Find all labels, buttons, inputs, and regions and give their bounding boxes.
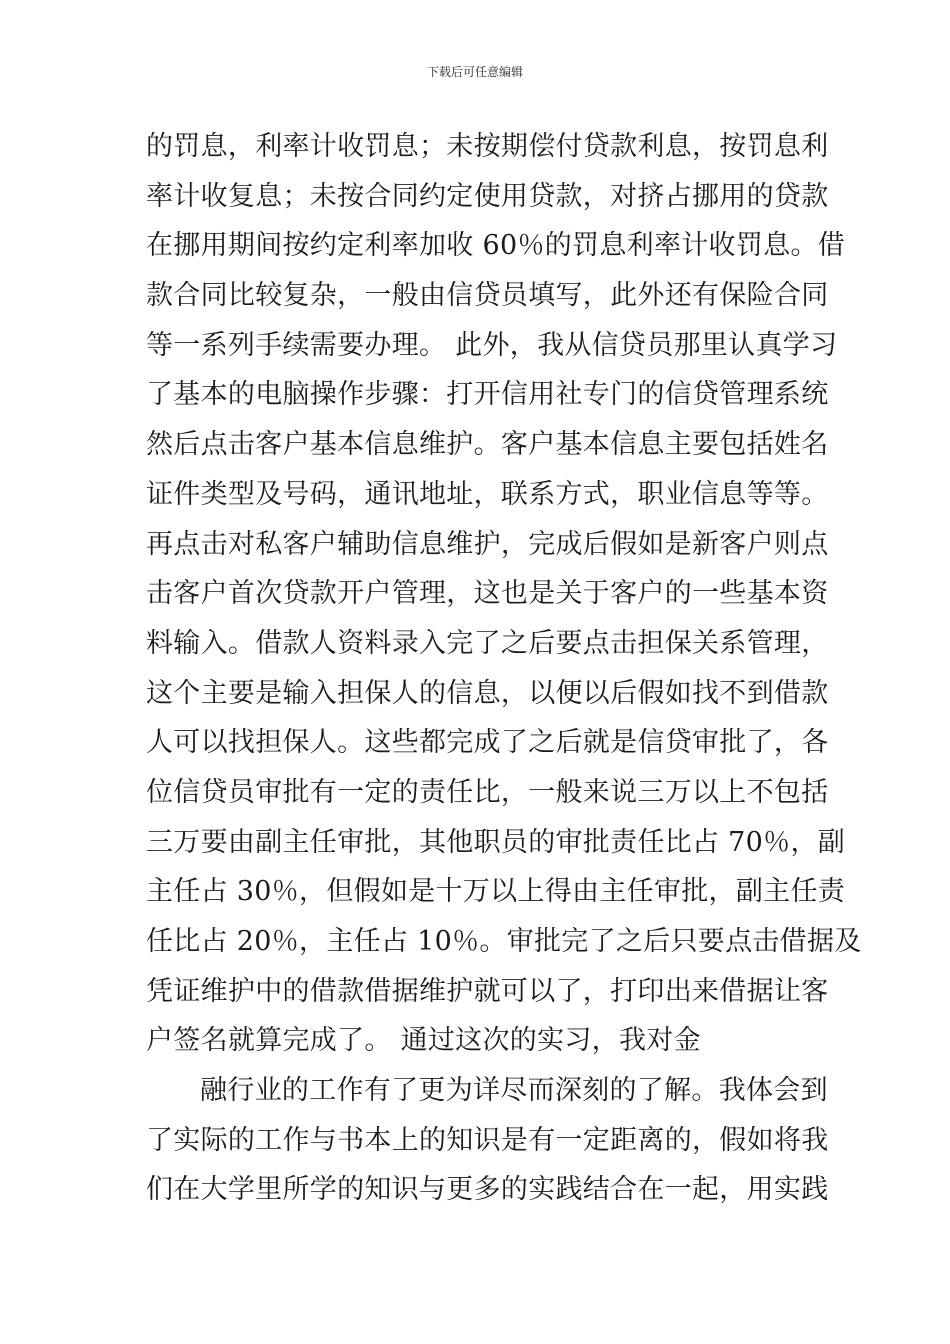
text-line: 等一系列手续需要办理。 此外，我从信贷员那里认真学习	[146, 329, 838, 361]
text-line: 户签名就算完成了。 通过这次的实习，我对金	[146, 1025, 701, 1057]
text-line: 款合同比较复杂，一般由信贷员填写，此外还有保险合同	[146, 280, 829, 312]
text-line: 这个主要是输入担保人的信息，以便以后假如找不到借款	[146, 677, 829, 709]
text-line: 了实际的工作与书本上的知识是有一定距离的，假如将我	[146, 1124, 829, 1156]
body-text	[146, 122, 862, 1215]
text-line: 再点击对私客户辅助信息维护，完成后假如是新客户则点	[146, 528, 829, 560]
text-line: 位信贷员审批有一定的责任比，一般来说三万以上不包括	[146, 776, 829, 808]
text-line: 任比占 20％，主任占 10％。审批完了之后只要点击借据及	[146, 926, 862, 957]
text-line: 主任占 30％，但假如是十万以上得由主任审批，副主任责	[146, 876, 846, 908]
text-line: 在挪用期间按约定利率加收 60％的罚息利率计收罚息。借	[146, 230, 846, 262]
text-line: 然后点击客户基本信息维护。客户基本信息主要包括姓名	[146, 429, 829, 461]
text-line: 三万要由副主任审批，其他职员的审批责任比占 70％，副	[146, 826, 846, 858]
page-header: 下载后可任意编辑	[426, 65, 523, 79]
text-line: 料输入。借款人资料录入完了之后要点击担保关系管理，	[146, 627, 829, 659]
text-line: 率计收复息；未按合同约定使用贷款，对挤占挪用的贷款	[146, 180, 829, 212]
text-line: 人可以找担保人。这些都完成了之后就是信贷审批了，各	[146, 727, 829, 759]
text-line: 击客户首次贷款开户管理，这也是关于客户的一些基本资	[146, 578, 829, 610]
text-line: 凭证维护中的借款借据维护就可以了，打印出来借据让客	[146, 975, 829, 1007]
text-line: 了基本的电脑操作步骤：打开信用社专门的信贷管理系统	[146, 379, 829, 411]
text-line: 的罚息，利率计收罚息；未按期偿付贷款利息，按罚息利	[146, 131, 829, 162]
paragraph-start-line: 融行业的工作有了更为详尽而深刻的了解。我体会到	[200, 1075, 828, 1107]
text-line: 证件类型及号码，通讯地址，联系方式，职业信息等等。	[146, 478, 829, 510]
text-line: 们在大学里所学的知识与更多的实践结合在一起，用实践	[146, 1174, 829, 1206]
